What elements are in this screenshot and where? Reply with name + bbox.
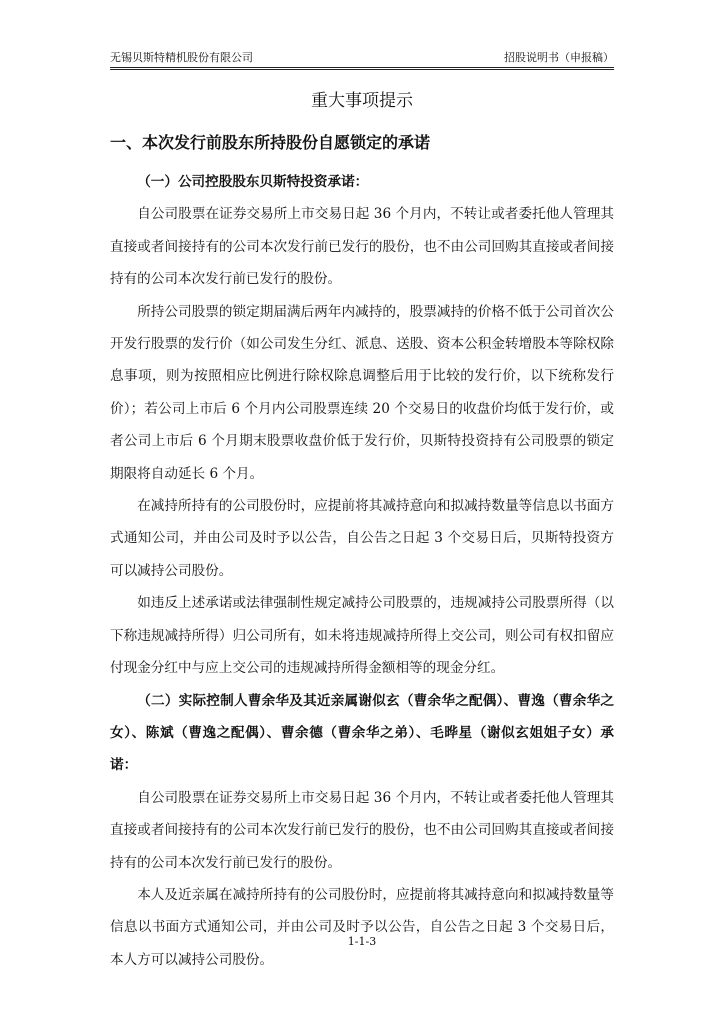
subsection-heading-controlling-shareholder: （一）公司控股股东贝斯特投资承诺： (137, 174, 369, 190)
paragraph-controller-lockup: 自公司股票在证券交易所上市交易日起 36 个月内，不转让或者委托他人管理其直接或者间接持有的公司本次发行前已发行的股份，也不由公司回购其直接或者间接持有的公司本次发行前已发行的股份。 (110, 789, 614, 871)
header-document-type: 招股说明书（申报稿） (504, 51, 614, 64)
paragraph-lockup-extension: 所持公司股票的锁定期届满后两年内减持的，股票减持的价格不低于公司首次公开发行股票的发行价（如公司发生分红、派息、送股、资本公积金转增股本等除权除息事项，则为按照相应比例进行除权除息调整后用于比较的发行价，以下统称发行价）；若公司上市后 6 个月内公司股票连续 20 个交易日的收盘价均低于发行价，或者公司上市后 6 个月期末股票收盘价低于发行价，贝斯特投资持有公司股票的锁定期限将自动延长 6 个月。 (110, 303, 614, 482)
paragraph-reduction-notice: 在减持所持有的公司股份时，应提前将其减持意向和拟减持数量等信息以书面方式通知公司，并由公司及时予以公告，自公告之日起 3 个交易日后，贝斯特投资方可以减持公司股份。 (110, 498, 614, 579)
section-heading: 一、本次发行前股东所持股份自愿锁定的承诺 (110, 133, 431, 152)
paragraph-violation-proceeds: 如违反上述承诺或法律强制性规定减持公司股票的，违规减持公司股票所得（以下称违规减持所得）归公司所有，如未将违规减持所得上交公司，则公司有权扣留应付现金分红中与应上交公司的违规减持所得金额相等的现金分红。 (110, 595, 614, 677)
paragraph-lockup-36-months: 自公司股票在证券交易所上市交易日起 36 个月内，不转让或者委托他人管理其直接或者间接持有的公司本次发行前已发行的股份，也不由公司回购其直接或者间接持有的公司本次发行前已发行的股份。 (110, 206, 614, 288)
subsection-heading-actual-controller: （二）实际控制人曹余华及其近亲属谢似玄（曹余华之配偶）、曹逸（曹余华之女）、陈斌（曹逸之配偶）、曹余德（曹余华之弟）、毛晔星（谢似玄姐姐子女）承诺： (110, 692, 614, 774)
page-title: 重大事项提示 (311, 91, 413, 111)
header-company-name: 无锡贝斯特精机股份有限公司 (110, 51, 253, 64)
paragraph-controller-reduction-notice: 本人及近亲属在减持所持有的公司股份时，应提前将其减持意向和拟减持数量等信息以书面方式通知公司，并由公司及时予以公告，自公告之日起 3 个交易日后，本人方可以减持公司股份。 (110, 886, 614, 968)
header-divider-secondary (110, 69, 614, 71)
page-header (110, 50, 614, 66)
document-body (110, 166, 614, 976)
page-number: 1-1-3 (347, 935, 377, 948)
